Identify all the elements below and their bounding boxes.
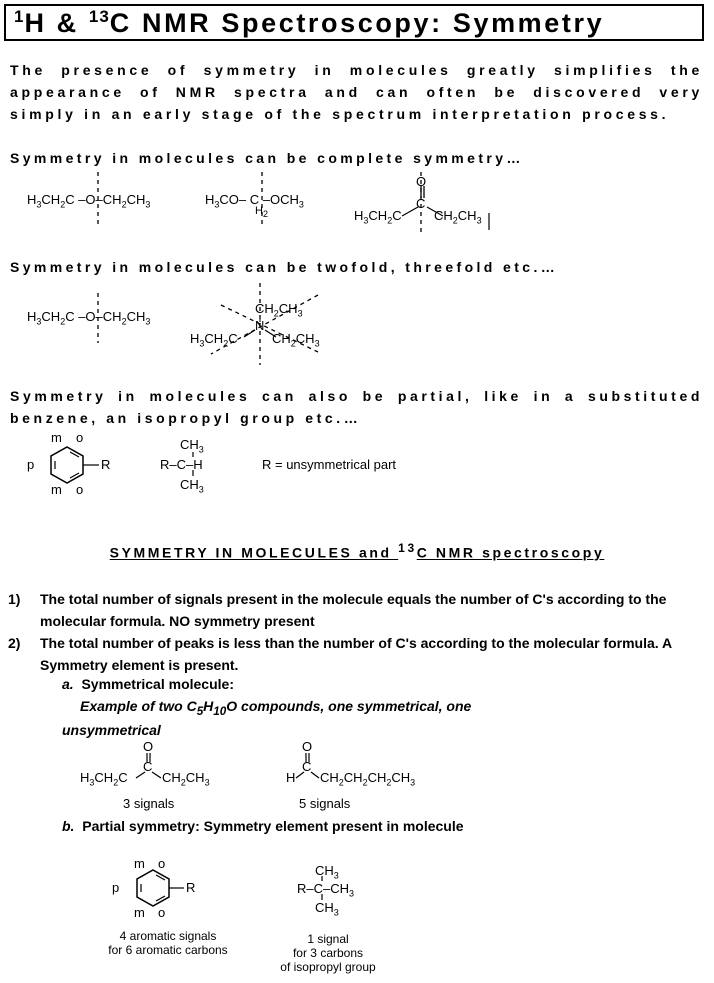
- signals-3-label: 3 signals: [123, 796, 175, 811]
- isopropyl1-mid: R–C–H: [160, 457, 203, 472]
- pentanal-chain: $CH_2CH_2CH_2CH_3$: [320, 770, 416, 788]
- ketone-carbon: C: [416, 196, 426, 211]
- list-item-2: 2) The total number of peaks is less than the number of C's according to the molecular formula. A Symmetry element is present.: [8, 635, 672, 673]
- ring1-r: R: [101, 457, 111, 472]
- partial-symmetry-paragraph: Symmetry in molecules can also be partial, like in a substituted benzene, an isopropyl group etc.…: [10, 388, 703, 426]
- heading-twofold-symmetry: Symmetry in molecules can be twofold, threefold etc.…: [10, 259, 559, 275]
- ring2-m-top: m: [134, 856, 145, 871]
- ring2-o-top: o: [158, 856, 166, 871]
- diethyl-ether-structure: $H_3CH_2C$ $-O-CH_2CH_3$: [27, 192, 151, 210]
- diethyl-ether-twofold: $H_3CH_2C$ $-O-CH_2CH_3$: [27, 309, 151, 327]
- heading-complete-symmetry: Symmetry in molecules can be complete symmetry…: [10, 150, 524, 166]
- pentanone-left: $H_3CH_2C$: [80, 770, 128, 788]
- ring1-o-bottom: o: [76, 482, 84, 497]
- ring2-r: R: [186, 880, 196, 895]
- isopropyl-signal-note: 1 signal for 3 carbons of isopropyl group: [280, 932, 376, 974]
- isopropyl1-top: $CH_3$: [180, 437, 204, 455]
- isopropyl2-mid: $R-C-CH_3$: [297, 881, 355, 899]
- isopropyl1-bottom: $CH_3$: [180, 477, 204, 495]
- sub-item-b: b. Partial symmetry: Symmetry element present in molecule: [62, 818, 464, 834]
- pentanone-carbon: C: [143, 759, 153, 774]
- r-unsymmetrical-label: R = unsymmetrical part: [262, 457, 397, 472]
- section-title: SYMMETRY IN MOLECULES and $^{13}$C NMR spectroscopy: [109, 541, 605, 561]
- dimethoxymethane-h2: $H_2$: [255, 205, 268, 220]
- ring1-o-top: o: [76, 430, 84, 445]
- isopropyl2-top: $CH_3$: [315, 863, 339, 881]
- pentanone-oxygen: O: [143, 739, 154, 754]
- ring1-m-bottom: m: [51, 482, 62, 497]
- triethylamine-right: $CH_2CH_3$: [272, 331, 320, 349]
- ketone-oxygen: O: [416, 174, 427, 189]
- ring1-m-top: m: [51, 430, 62, 445]
- pentanal-h: H: [286, 770, 296, 785]
- page-title: $^1$H & $^{13}$C NMR Spectroscopy: Symmetry: [14, 6, 605, 38]
- example-line1: Example of two $C_5H_{10}O$ compounds, one symmetrical, one: [80, 698, 472, 718]
- pentanone-right: $CH_2CH_3$: [162, 770, 210, 788]
- ring1-p: p: [27, 457, 35, 472]
- ring2-o-bottom: o: [158, 905, 166, 920]
- signals-5-label: 5 signals: [299, 796, 351, 811]
- pentanal-oxygen: O: [302, 739, 313, 754]
- list-item-1: 1) The total number of signals present in the molecule equals the number of C's according to the molecular formula. NO symmetry present: [8, 591, 667, 629]
- example-line2: unsymmetrical: [62, 722, 161, 738]
- pentanal-carbon: C: [302, 759, 312, 774]
- intro-paragraph: The presence of symmetry in molecules greatly simplifies the appearance of NMR spectra and can often be discovered very simply in an early stage of the spectrum interpretation process.: [10, 62, 703, 122]
- triethylamine-n: N: [255, 318, 265, 333]
- isopropyl2-bottom: $CH_3$: [315, 900, 339, 918]
- dimethoxymethane-structure: $H_3CO-$ C $-OCH_3$: [205, 192, 304, 210]
- triethylamine-top: $CH_2CH_3$: [255, 301, 303, 319]
- ketone-right-ethyl: $CH_2CH_3$: [434, 208, 482, 226]
- sub-item-a: a. Symmetrical molecule:: [62, 676, 234, 692]
- ketone-left-ethyl: $H_3CH_2C$: [354, 208, 402, 226]
- aromatic-signals-note: 4 aromatic signals for 6 aromatic carbons: [108, 929, 228, 957]
- ring2-m-bottom: m: [134, 905, 145, 920]
- ring2-p: p: [112, 880, 120, 895]
- triethylamine-left: $H_3CH_2C$: [190, 331, 238, 349]
